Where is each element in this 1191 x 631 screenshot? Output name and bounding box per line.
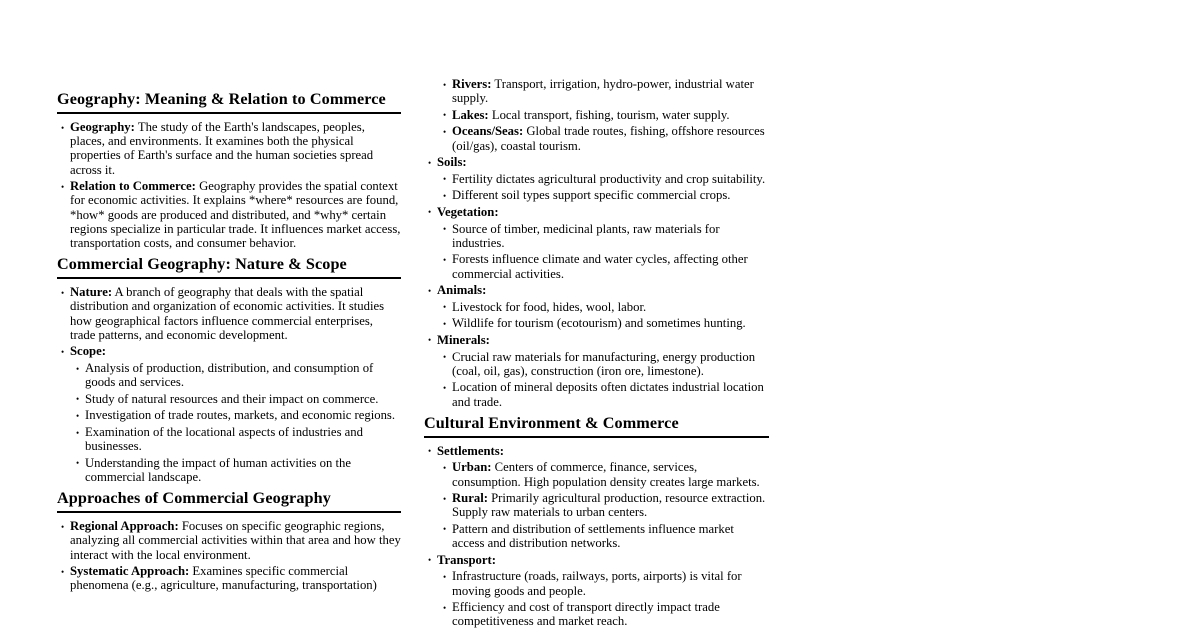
item-label: Urban:: [452, 460, 492, 475]
item-label: Oceans/Seas:: [452, 124, 524, 139]
item-label: Systematic Approach:: [70, 564, 190, 579]
list-item: • Analysis of production, distribution, and consumption of goods and services.: [57, 361, 401, 389]
item-label: Regional Approach:: [70, 519, 179, 534]
list-item: • Urban: Centers of commerce, finance, services, consumption. High population density creates large markets.: [424, 460, 769, 488]
column-right: [424, 77, 769, 631]
list-item: • Pattern and distribution of settlements influence market access and distribution networks.: [424, 522, 769, 550]
item-label: Settlements:: [437, 443, 504, 458]
list-item: • Efficiency and cost of transport directly impact trade competitiveness and market reach.: [424, 600, 769, 628]
list-item: • Source of timber, medicinal plants, raw materials for industries.: [424, 222, 769, 250]
section-heading: Cultural Environment & Commerce: [424, 415, 769, 438]
list-item: • Livestock for food, hides, wool, labor.: [424, 300, 769, 314]
item-label: Minerals:: [437, 332, 490, 347]
list-item: • Fertility dictates agricultural productivity and crop suitability.: [424, 172, 769, 186]
bullet-list: [57, 285, 401, 484]
item-label: Vegetation:: [437, 204, 499, 219]
item-label: Lakes:: [452, 107, 489, 122]
list-item: • Wildlife for tourism (ecotourism) and sometimes hunting.: [424, 316, 769, 330]
list-item: • Geography: The study of the Earth's landscapes, peoples, places, and environments. It examines both the physical properties of Earth's surface and the human societies spread across it.: [57, 120, 401, 177]
item-label: Rural:: [452, 491, 488, 506]
item-label: Transport:: [437, 552, 496, 567]
list-item: • Systematic Approach: Examines specific commercial phenomena (e.g., agriculture, manufacturing, transportation): [57, 564, 401, 592]
bullet-list: [57, 519, 401, 592]
list-item: • Study of natural resources and their impact on commerce.: [57, 392, 401, 406]
item-label: Rivers:: [452, 77, 492, 91]
column-left: [57, 91, 401, 595]
list-item: • Rivers: Transport, irrigation, hydro-power, industrial water supply.: [424, 77, 769, 105]
item-label: Scope:: [70, 344, 106, 359]
bullet-list: [57, 120, 401, 250]
list-item: • Investigation of trade routes, markets, and economic regions.: [57, 408, 401, 422]
bullet-list: [424, 77, 769, 409]
item-label: Soils:: [437, 155, 467, 170]
item-label: Animals:: [437, 283, 487, 298]
list-item: [424, 553, 769, 567]
list-item: • Crucial raw materials for manufacturing, energy production (coal, oil, gas), construction (iron ore, limestone).: [424, 350, 769, 378]
list-item: • Forests influence climate and water cycles, affecting other commercial activities.: [424, 252, 769, 280]
item-label: Geography:: [70, 120, 135, 134]
list-item: • Examination of the locational aspects of industries and businesses.: [57, 425, 401, 453]
list-item: • Nature: A branch of geography that deals with the spatial distribution and organization of economic activities. It studies how geographical factors influence commercial enterprises, trade patterns, and economic development.: [57, 285, 401, 342]
item-label: Relation to Commerce:: [70, 179, 196, 194]
list-item: • Location of mineral deposits often dictates industrial location and trade.: [424, 380, 769, 408]
section-heading: Approaches of Commercial Geography: [57, 490, 401, 513]
list-item: [424, 205, 769, 219]
bullet-list: [424, 444, 769, 629]
section-heading: Geography: Meaning & Relation to Commerce: [57, 91, 401, 114]
list-item: • Lakes: Local transport, fishing, tourism, water supply.: [424, 108, 769, 122]
list-item: • Regional Approach: Focuses on specific geographic regions, analyzing all commercial activities within that area and how they interact with the local environment.: [57, 519, 401, 562]
list-item: [57, 344, 401, 358]
list-item: [424, 444, 769, 458]
list-item: • Understanding the impact of human activities on the commercial landscape.: [57, 456, 401, 484]
list-item: • Different soil types support specific commercial crops.: [424, 188, 769, 202]
list-item: • Oceans/Seas: Global trade routes, fishing, offshore resources (oil/gas), coastal tourism.: [424, 124, 769, 152]
list-item: [424, 283, 769, 297]
list-item: • Relation to Commerce: Geography provides the spatial context for economic activities. It explains *where* resources are found, *how* goods are produced and distributed, and *why* certain regions specialize in particular trade. It influences market access, transportation costs, and consumer behavior.: [57, 179, 401, 250]
list-item: [424, 333, 769, 347]
list-item: • Rural: Primarily agricultural production, resource extraction. Supply raw materials to urban centers.: [424, 491, 769, 519]
item-label: Nature:: [70, 285, 113, 300]
section-heading: Commercial Geography: Nature & Scope: [57, 256, 401, 279]
list-item: [424, 155, 769, 169]
list-item: • Infrastructure (roads, railways, ports, airports) is vital for moving goods and people.: [424, 569, 769, 597]
